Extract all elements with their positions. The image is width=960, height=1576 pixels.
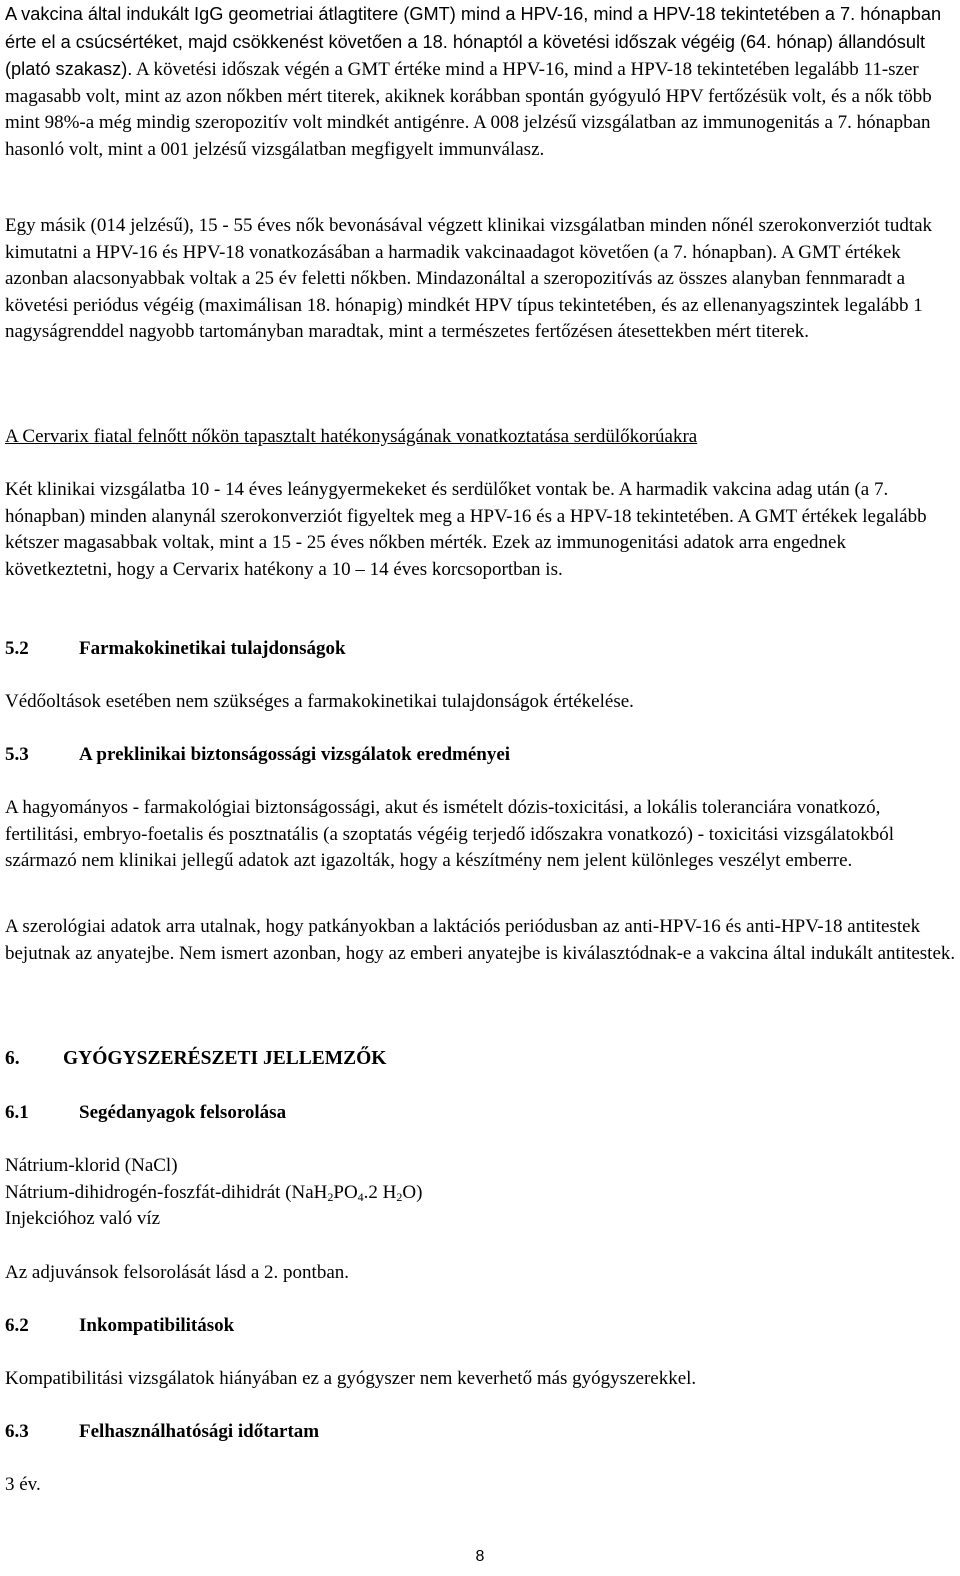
section-title: Segédanyagok felsorolása xyxy=(79,1102,287,1123)
section-heading-6-2 xyxy=(5,1313,957,1339)
paragraph-adjuvants-reference: Az adjuvánsok felsorolását lásd a 2. pontban. xyxy=(5,1262,350,1283)
section-number: 6. xyxy=(5,1048,20,1069)
paragraph-shelf-life: 3 év. xyxy=(5,1474,41,1495)
paragraph-study-014: Egy másik (014 jelzésű), 15 - 55 éves nők bevonásával végzett klinikai vizsgálatban minden nőnél szerokonverziót tudtak kimutatni a HPV-16 és HPV-18 vonatkozásában a harmadik vakcinaadagot követően (a 7. hónapban). A GMT értékek azonban alacsonyabbak voltak a 25 év feletti nőkben. Mindazonáltal a szeropozitívás az összes alanyban fennmaradt a követési periódus végéig (maximálisan 18. hónapig) mindkét HPV típus tekintetében, és az ellenanyagszintek legalább 1 nagyságrenddel nagyobb tartományban maradtak, mint a természetes fertőzésen átesettekben mért titerek. xyxy=(5,215,933,342)
paragraph-pharmacokinetics: Védőoltások esetében nem szükséges a farmakokinetikai tulajdonságok értékelése. xyxy=(5,691,634,712)
section-heading-6 xyxy=(5,1046,957,1072)
excipient-item: Injekcióhoz való víz xyxy=(5,1208,161,1229)
section-number: 5.3 xyxy=(5,744,29,765)
formula-part: Nátrium-dihidrogén-foszfát-dihidrát (NaH xyxy=(5,1182,328,1203)
section-title: GYÓGYSZERÉSZETI JELLEMZŐK xyxy=(63,1048,387,1069)
formula-subscript: 2 xyxy=(327,1190,334,1204)
section-heading-6-1 xyxy=(5,1100,957,1126)
section-number: 5.2 xyxy=(5,638,29,659)
section-number: 6.3 xyxy=(5,1421,29,1442)
formula-subscript: 4 xyxy=(357,1190,364,1204)
paragraph-serology-lactation: A szerológiai adatok arra utalnak, hogy patkányokban a laktációs periódusban az anti-HPV-16 és anti-HPV-18 antitestek bejutnak az anyatejbe. Nem ismert azonban, hogy az emberi anyatejbe is kiválasztódnak-e a vakcina által indukált antitestek. xyxy=(5,916,956,964)
section-number: 6.1 xyxy=(5,1102,29,1123)
excipient-item-phosphate xyxy=(5,1180,957,1207)
section-heading-5-2 xyxy=(5,636,957,662)
section-heading-6-3 xyxy=(5,1419,957,1445)
paragraph-gmt-plateau-part1: A vakcina által indukált IgG geometriai átlagtitere (GMT) mind a HPV-16, mind a HPV-18 tekintetében a 7. hónapban érte el a csúcsértéket, majd csökkenést követően a 18. hónaptól a követési időszak végéig (64. hónap) állandósult (plató szakasz). xyxy=(5,4,942,79)
paragraph-adolescent-studies: Két klinikai vizsgálatba 10 - 14 éves leánygyermekeket és serdülőket vontak be. A harmadik vakcina adag után (a 7. hónapban) minden alanynál szerokonverziót figyeltek meg a HPV-16 és a HPV-18 tekintetében. A GMT értékek legalább kétszer magasabbak voltak, mint a 15 - 25 éves nőkben mérték. Ezek az immunogenitási adatok arra engednek következtetni, hogy a Cervarix hatékony a 10 – 14 éves korcsoportban is. xyxy=(5,479,927,580)
excipient-item: Nátrium-klorid (NaCl) xyxy=(5,1155,178,1176)
paragraph-gmt-plateau-part2: A követési időszak végén a GMT értéke mind a HPV-16, mind a HPV-18 tekintetében legalább 11-szer magasabb volt, mint az azon nőkben mért titerek, akiknek korábban spontán gyógyuló HPV fertőzésük volt, és a nők több mint 98%-a még mindig szeropozitív volt mindkét antigénre. A 008 jelzésű vizsgálatban az immunogenitás a 7. hónapban hasonló volt, mint a 001 jelzésű vizsgálatban megfigyelt immunválasz. xyxy=(5,59,932,160)
section-number: 6.2 xyxy=(5,1315,29,1336)
page-number: 8 xyxy=(475,1548,485,1565)
section-title: Inkompatibilitások xyxy=(79,1315,235,1336)
paragraph-incompatibilities: Kompatibilitási vizsgálatok hiányában ez a gyógyszer nem keverhető más gyógyszerekkel. xyxy=(5,1368,697,1389)
formula-part: O) xyxy=(402,1182,423,1203)
section-title: Farmakokinetikai tulajdonságok xyxy=(79,638,346,659)
subheading-adolescent-efficacy: A Cervarix fiatal felnőtt nőkön tapasztalt hatékonyságának vonatkoztatása serdülőkorúakra xyxy=(5,426,698,447)
formula-part: PO xyxy=(333,1182,358,1203)
section-title: A preklinikai biztonságossági vizsgálatok eredményei xyxy=(79,744,511,765)
paragraph-gmt-plateau xyxy=(5,1,957,163)
section-title: Felhasználhatósági időtartam xyxy=(79,1421,320,1442)
paragraph-preclinical-toxicity: A hagyományos - farmakológiai biztonságossági, akut és ismételt dózis-toxicitási, a lokális toleranciára vonatkozó, fertilitási, embryo-foetalis és posztnatális (a szoptatás végéig terjedő időszakra vonatkozó) - toxicitási vizsgálatokból származó nem klinikai jellegű adatok azt igazolták, hogy a készítmény nem jelent különleges veszélyt emberre. xyxy=(5,797,895,871)
formula-subscript: 2 xyxy=(396,1190,403,1204)
section-heading-5-3 xyxy=(5,742,957,768)
formula-part: .2 H xyxy=(363,1182,397,1203)
